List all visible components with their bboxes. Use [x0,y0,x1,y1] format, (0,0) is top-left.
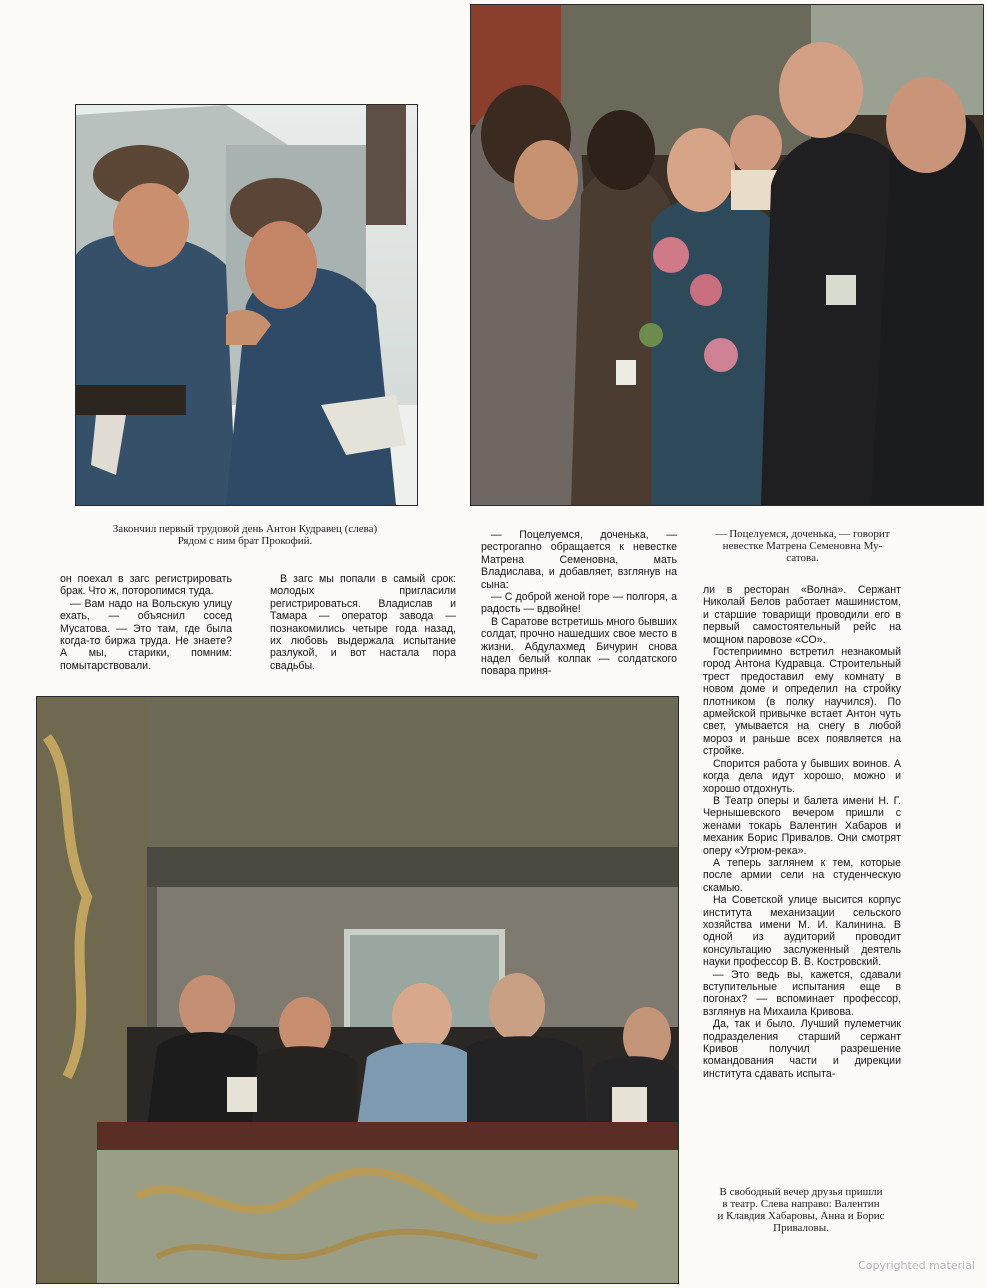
photo-wedding-caption: — Поцелуемся, доченька, — говорит невестке Матрена Семеновна Му- сатова. [715,528,890,564]
col4-para-2: Гостеприимно встретил незнакомый город Антона Кудравца. Строительный трест предоставил ему комнату в новом доме и определил на стройку плотником (в полку научился). По армейской привычке встает Антон чуть свет, умывается на снегу в любой мороз и раньше всех появляется на стройке. [703,646,901,758]
text-column-3 [481,529,677,678]
photo-theatre-box [36,696,679,1284]
col4-para-8: Да, так и было. Лучший пулеметчик подразделения старший сержант Кривов получил разрешение командования части и дирекции института сдавать испыта- [703,1018,901,1080]
col3-para-1: — Поцелуемся, доченька, — рестрогапно обращается к невестке Матрена Семеновна, мать Владислава, и добавляет, взглянув на сына: [481,529,677,591]
col3-para-2: — С доброй женой горе — полгоря, а радость — вдвойне! [481,591,677,616]
text-column-2 [270,573,456,672]
watermark: Copyrighted material [858,1259,975,1272]
col2-para-1: В загс мы попали в самый срок: молодых пригласили регистрироваться. Владислав и Тамара — оператор завода — познакомились четыре года назад, их любовь выдержала испытание разлукой, и вот настала пора свадьбы. [270,573,456,672]
col3-para-3: В Саратове встретишь много бывших солдат, прочно нашедших свое место в жизни. Абдулахмед Бичурин снова надел белый колпак — солдатского повара приня- [481,615,677,678]
col1-para-2: — Вам надо на Вольскую улицу ехать, — объяснил сосед Мусатова. — Это там, где была когда-то биржа труда. Не знаете? А мы, старики, помним: помытарствовали. [60,597,232,672]
photo-workers-winter [75,104,418,506]
col4-para-4: В Театр оперы и балета имени Н. Г. Чернышевского вечером пришли с женами токарь Валентин Хабаров и механик Борис Привалов. Они смотрят оперу «Угрюм-река». [703,794,901,857]
photo-theatre-caption: В свободный вечер друзья пришли в театр. Слева направо: Валентин и Клавдия Хабаровы, Анна и Борис Приваловы. [717,1186,885,1234]
col4-para-1: ли в ресторан «Волна». Сержант Николай Белов работает машинистом, и старшие товарищи проводили его в первый самостоятельный рейс на мощном паровозе «СО». [703,584,901,646]
col4-para-5: А теперь заглянем к тем, которые после армии сели на студенческую скамью. [703,856,901,894]
photo-wedding-image [471,5,983,505]
text-column-4 [703,584,901,1080]
col4-para-6: На Советской улице высится корпус института механизации сельского хозяйства имени М. И. Калинина. В одной из аудиторий проводит консультацию заслуженный деятель науки профессор В. В. Костровский. [703,894,901,969]
photo-wedding [470,4,984,506]
col4-para-7: — Это ведь вы, кажется, сдавали вступительные испытания еще в погонах? — вспоминает профессор, взглянув на Михаила Кривова. [703,968,901,1018]
col1-para-1: он поехал в загс регистрировать брак. Что ж, поторопимся туда. [60,573,232,598]
photo-theatre-image [37,697,678,1283]
text-column-1 [60,573,232,672]
col4-para-3: Спорится работа у бывших воинов. А когда дела идут хорошо, можно и хорошо отдохнуть. [703,757,901,795]
photo-workers-caption: Закончил первый трудовой день Антон Кудравец (слева) Рядом с ним брат Прокофий. [112,523,378,547]
photo-workers-winter-image [76,105,417,505]
